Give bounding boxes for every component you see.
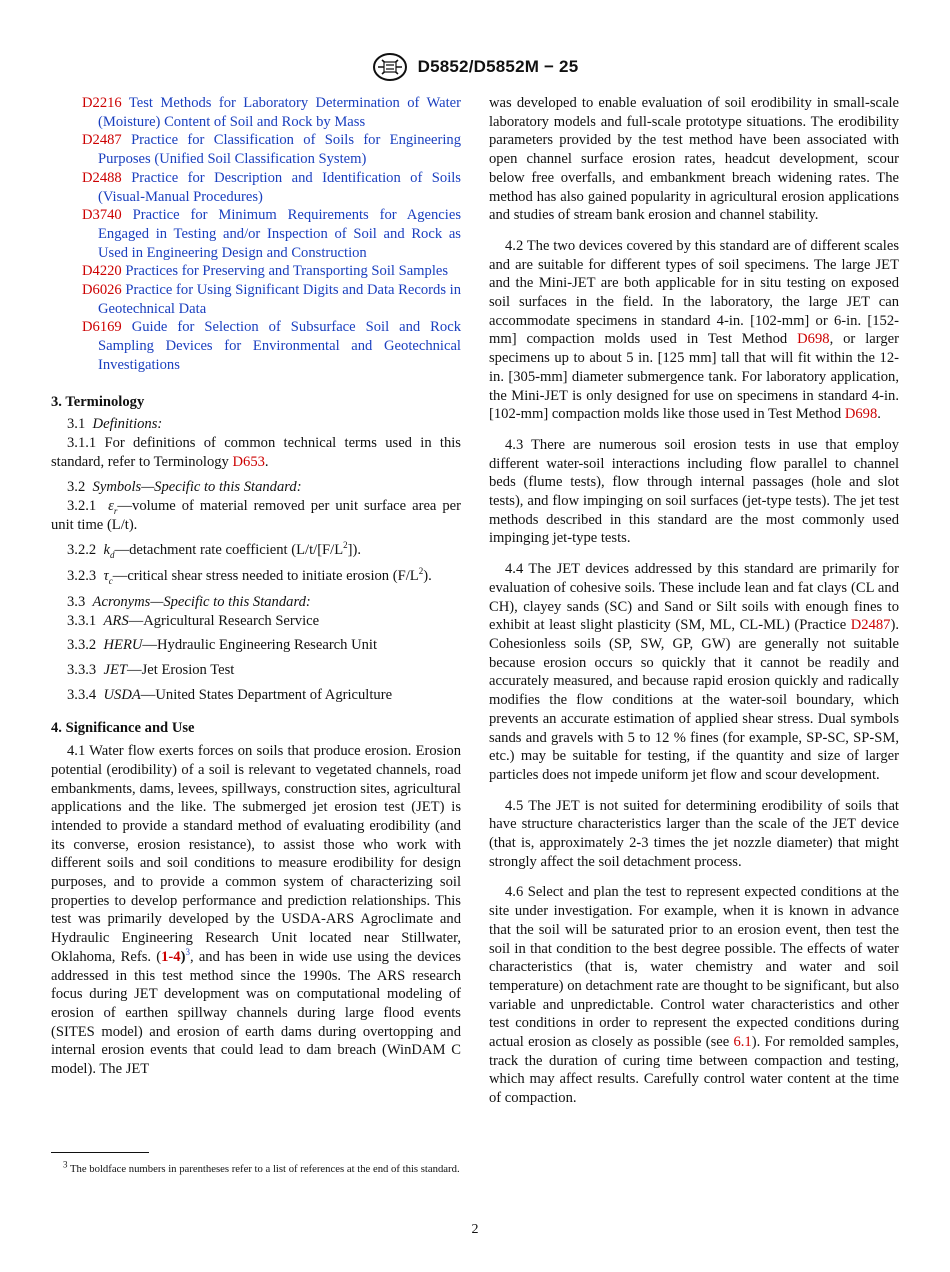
section-number: 3.3.3 — [67, 661, 97, 678]
section-number: 3.1 — [67, 416, 86, 433]
section-number: 3.3.1 — [67, 612, 97, 629]
acronym-definition: —United States Department of Agriculture — [140, 686, 393, 703]
definition-text: ). — [423, 568, 432, 585]
section-4-1-continued: was developed to enable evaluation of soil erodibility in small-scale laboratory models and full-scale prototype situations. The erodibility parameters provided by the test method have been associated with open channel surface erosion rates, headcut development, scour below free overfalls, and embankment breach widening rates. The method has also gained popularity in agricultural erosion applications and studies of stream bank erosion and channel stability. — [489, 95, 899, 224]
section-4-3: 4.3 There are numerous soil erosion tests in use that employ different water-soil interactions including flow parallel to channel beds (flume tests), flow through internal passages (hole and slot tests), and flow impinging on soil surfaces (jet-type tests). The jet test methods described in this standard are the most commonly used impinging jet-type tests. — [489, 436, 899, 547]
reference-code-link[interactable]: D6169 — [82, 319, 122, 336]
definition-text: —volume of material removed per unit surface area per unit time (L/t). — [51, 498, 462, 533]
footnote-text: The boldface numbers in parentheses refer to a list of references at the end of this standard. — [69, 1163, 460, 1175]
reference-d6026 — [67, 281, 461, 318]
section-number: 3.2.2 — [67, 542, 97, 559]
reference-code-link[interactable]: D2488 — [82, 169, 122, 186]
reference-d2216 — [67, 94, 461, 131]
reference-title-link[interactable]: Practice for Minimum Requirements for Agencies Engaged in Testing and/or Inspection of Soil and Rock as Used in Engineering Design and Construction — [98, 207, 461, 261]
reference-code-link[interactable]: D6026 — [82, 282, 122, 299]
footnote-divider — [51, 1152, 149, 1153]
reference-code-link[interactable]: D3740 — [82, 207, 122, 224]
page-number: 2 — [471, 1222, 479, 1237]
reference-title-link[interactable]: Guide for Selection of Subsurface Soil and Rock Sampling Devices for Environmental and Geotechnical Investigations — [98, 319, 461, 373]
paragraph-text: . — [264, 453, 269, 470]
section-3-2-3 — [51, 567, 461, 586]
section-3-3 — [51, 593, 461, 612]
section-3-3-4 — [51, 686, 461, 705]
section-link[interactable]: 6.1 — [733, 1034, 752, 1051]
paragraph-text: ). For remolded samples, track the duration of curing time between compaction and testing, which may affect results. Carefully control water content at the time of compaction. — [489, 1034, 899, 1107]
symbol-subscript: r — [113, 505, 118, 516]
section-4-4 — [489, 560, 899, 784]
reference-link[interactable]: 1-4 — [161, 948, 181, 965]
reference-code-link[interactable]: D2487 — [82, 132, 122, 149]
acronym-definition: —Hydraulic Engineering Research Unit — [142, 637, 378, 654]
paragraph-text: 3.1.1 For definitions of common technical terms used in this standard, refer to Terminology — [51, 434, 461, 470]
standard-link[interactable]: D698 — [797, 331, 830, 348]
standard-link[interactable]: D698 — [844, 406, 878, 423]
section-number: 3.3.2 — [67, 637, 97, 654]
paragraph-text: 4.6 Select and plan the test to represent expected conditions at the site under investigation. For example, when it is known in advance that the soil will be saturated prior to an erosion event, then test the soil in that condition to the best degree possible. The effects of water characteristics (that is, water chemistry and water and soil temperature) on detachment rate are thought to be significant, but also variable and unpredictable. Control water characteristics and other test conditions in order to represent the expected conditions during actual erosion as closely as possible (see — [489, 884, 899, 1051]
section-4-6 — [489, 883, 899, 1107]
paragraph-text: ). Cohesionless soils (SP, SW, GP, GW) are generally not suitable because erosion occurs so quickly that it cannot be readily and accurately measured, and because rapid erosion quickly and radically modifies the flow conditions at the water-soil boundary, which prevents an accurate estimation of applied shear stress. Dual symbols sands and gravels with 5 to 12 % fines (for example, SP-SC, SP-SM, etc.) may be suitable for testing, if the quantity and size of larger particles does not impede uniform jet flow and scour development. — [489, 617, 899, 783]
section-4-2 — [489, 237, 899, 424]
definition-text: —critical shear stress needed to initiate erosion (F/L — [112, 568, 419, 585]
section-3-3-3 — [51, 661, 461, 680]
section-number: 3.2.3 — [67, 568, 97, 585]
reference-d2488 — [67, 169, 461, 206]
acronym-term: JET — [103, 661, 127, 678]
reference-title-link[interactable]: Practice for Description and Identification of Soils (Visual-Manual Procedures) — [98, 169, 461, 205]
paragraph-text: ) — [180, 948, 186, 965]
paragraph-text: , or larger specimens up to about 5 in. [125 mm] tall that will fit within the 12-in. [305-mm] diameter submergence tank. For laboratory application, the Mini-JET is only designed for use on specimens in standard 4-in. [102-mm] compaction molds like those used in Test Method — [489, 331, 899, 423]
document-designation: D5852/D5852M − 25 — [417, 57, 579, 76]
section-title: Definitions: — [92, 416, 163, 433]
section-3-2-2 — [51, 541, 461, 560]
section-3-2-1 — [51, 497, 461, 534]
left-column — [51, 94, 461, 1079]
superscript: 2 — [418, 566, 424, 577]
footnote-marker-link[interactable]: 3 — [185, 946, 190, 957]
definition-text: —detachment rate coefficient (L/t/[F/L — [114, 542, 344, 559]
reference-title-link[interactable]: Practices for Preserving and Transporting Soil Samples — [125, 263, 449, 280]
standard-link[interactable]: D2487 — [850, 617, 891, 634]
symbol-subscript: d — [109, 550, 115, 561]
section-3-3-1 — [51, 612, 461, 631]
acronym-term: USDA — [103, 686, 141, 703]
section-title: Acronyms—Specific to this Standard: — [92, 593, 311, 610]
reference-code-link[interactable]: D4220 — [82, 263, 122, 280]
definition-text: ]). — [347, 542, 362, 559]
symbol-subscript: c — [108, 576, 113, 587]
reference-code-link[interactable]: D2216 — [82, 95, 122, 111]
paragraph-text: 4.2 The two devices covered by this standard are of different scales and are suitable for different types of soil specimens. The large JET and the Mini-JET are both applicable for in situ testing on exposed soil surfaces in the field. In the laboratory, the large JET can accommodate specimens in standard 4-in. [102-mm] or 6-in. [152-mm] compaction molds used in Test Method — [489, 237, 899, 348]
section-number: 3.3.4 — [67, 686, 97, 703]
symbol: τ — [103, 568, 109, 585]
section-number: 3.2 — [67, 479, 86, 496]
section-3-1 — [51, 415, 461, 434]
reference-d2487 — [67, 131, 461, 168]
right-column — [489, 94, 899, 1108]
acronym-definition: —Agricultural Research Service — [128, 612, 320, 629]
section-3-3-2 — [51, 636, 461, 655]
section-title: Symbols—Specific to this Standard: — [92, 479, 302, 496]
footnote-marker: 3 — [63, 1159, 68, 1170]
superscript: 2 — [343, 540, 348, 551]
astm-logo-icon — [372, 52, 408, 82]
standard-link[interactable]: D653 — [232, 453, 265, 470]
paragraph-text: , and has been in wide use using the devices addressed in this test method since the 1990s. The ARS research focus during JET development was on computational modeling of erosion of earthen spillway channels during large flood events (SITES model) and erosion of earth dams during overtopping and internal erosion events that could lead to dam breach (WinDAM C model). The JET — [51, 948, 461, 1078]
paragraph-text: 4.1 Water flow exerts forces on soils that produce erosion. Erosion potential (erodibility) of a soil is relevant to vegetated channels, road embankments, dams, levees, spillways, construction sites, agricultural applications and the like. The submerged jet erosion test (JET) is intended to provide a standard method of evaluating erodibility (and its converse, erosion resistance), to assist those who work with different soils and soil conditions to measure erodibility for design purposes, and to provide a common system of characterizing soil properties to develop performance and prediction relationships. This test was primarily developed by the USDA-ARS Agroclimate and Hydraulic Engineering Research Unit located near Stillwater, Oklahoma, Refs. ( — [51, 743, 461, 965]
section-4-1 — [51, 742, 461, 1079]
paragraph-text: . — [877, 406, 881, 423]
section-3-1-1 — [51, 434, 461, 471]
section-3-2 — [51, 478, 461, 497]
symbol: k — [103, 542, 110, 559]
section-number: 3.3 — [67, 593, 86, 610]
reference-title-link[interactable]: Practice for Classification of Soils for Engineering Purposes (Unified Soil Classification System) — [98, 132, 461, 168]
section-number: 3.2.1 — [67, 498, 97, 515]
paragraph-text: 4.4 The JET devices addressed by this standard are primarily for evaluation of cohesive soils. These include lean and fat clays (CL and CH), clayey sands (SC) and Sand or Silt soils with enough fines to exhibit at least slight plasticity (SM, ML, CL-ML) (Practice — [489, 561, 899, 634]
acronym-term: HERU — [103, 637, 143, 654]
section-heading-terminology: 3. Terminology — [51, 393, 145, 410]
reference-d4220 — [67, 262, 461, 281]
footnote — [51, 1159, 461, 1177]
acronym-term: ARS — [103, 612, 129, 629]
reference-d6169 — [67, 318, 461, 374]
symbol: ε — [108, 498, 114, 515]
section-4-5: 4.5 The JET is not suited for determining erodibility of soils that have structure characteristics larger than the scale of the JET device (that is, approximately 2-3 times the jet nozzle diameter) that might strongly affect the soil detachment process. — [489, 797, 899, 870]
reference-d3740 — [67, 206, 461, 262]
section-heading-significance: 4. Significance and Use — [51, 720, 195, 737]
reference-title-link[interactable]: Test Methods for Laboratory Determination of Water (Moisture) Content of Soil and Rock by Mass — [98, 95, 461, 130]
page-header — [0, 52, 950, 86]
acronym-definition: —Jet Erosion Test — [127, 661, 235, 678]
reference-title-link[interactable]: Practice for Using Significant Digits and Data Records in Geotechnical Data — [98, 282, 461, 317]
